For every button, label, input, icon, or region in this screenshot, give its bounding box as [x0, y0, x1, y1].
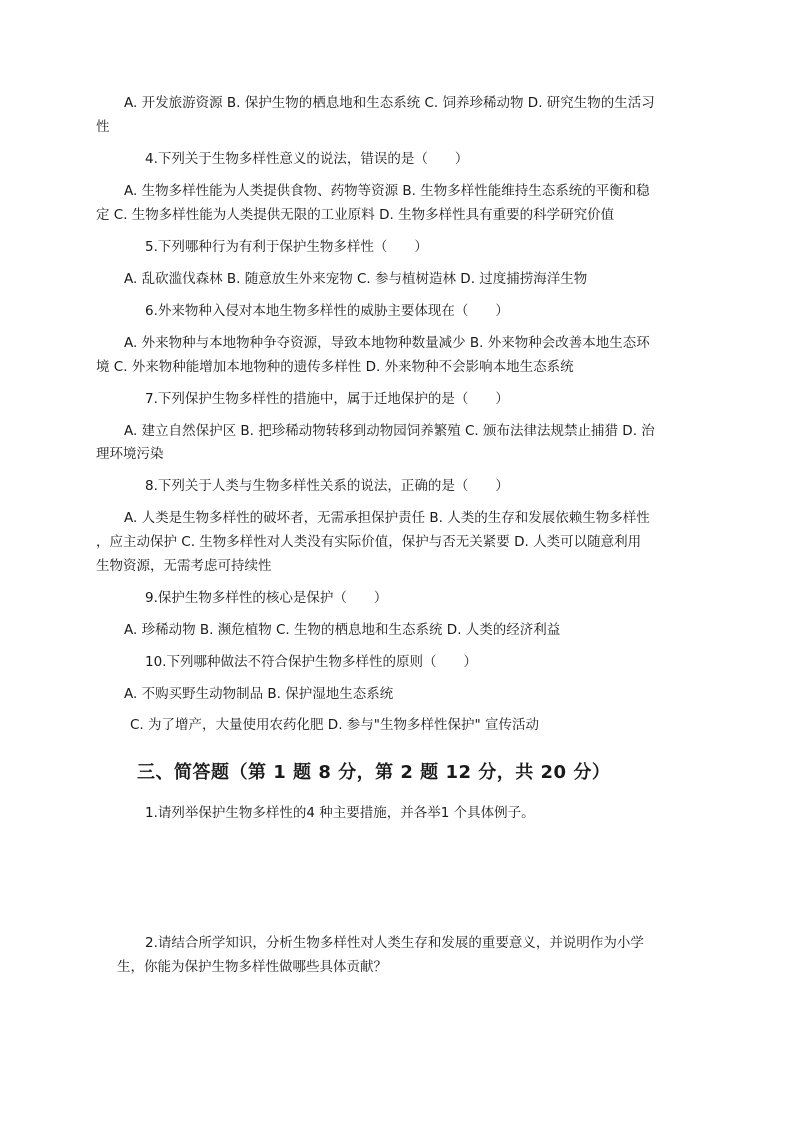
q5-stem: 5.下列哪种行为有利于保护生物多样性（ ）: [145, 239, 428, 255]
q8-options-line2: ，应主动保护 C. 生物多样性对人类没有实际价值，保护与否无关紧要 D. 人类可以随意利用: [96, 534, 642, 550]
q6-stem: 6.外来物种入侵对本地生物多样性的威胁主要体现在（ ）: [145, 303, 509, 319]
short-answer-q2-line1: 2.请结合所学知识，分析生物多样性对人类生存和发展的重要意义，并说明作为小学: [145, 935, 644, 951]
short-answer-q1: 1.请列举保护生物多样性的4 种主要措施，并各举1 个具体例子。: [145, 805, 535, 821]
q6-options-line2: 境 C. 外来物种能增加本地物种的遗传多样性 D. 外来物种不会影响本地生态系统: [96, 359, 574, 375]
q4-options-line1: A. 生物多样性能为人类提供食物、药物等资源 B. 生物多样性能维持生态系统的平衡和稳: [124, 183, 650, 199]
q8-stem: 8.下列关于人类与生物多样性关系的说法，正确的是（ ）: [145, 478, 509, 494]
q6-options-line1: A. 外来物种与本地物种争夺资源，导致本地物种数量减少 B. 外来物种会改善本地生态环: [124, 335, 650, 351]
q5-options-line1: A. 乱砍滥伐森林 B. 随意放生外来宠物 C. 参与植树造林 D. 过度捕捞海洋生物: [124, 271, 588, 287]
short-answer-q2-line2: 生，你能为保护生物多样性做哪些具体贡献？: [117, 959, 387, 975]
q3-options-line1: A. 开发旅游资源 B. 保护生物的栖息地和生态系统 C. 饲养珍稀动物 D. 研究生物的生活习: [124, 95, 655, 111]
q7-options-line1: A. 建立自然保护区 B. 把珍稀动物转移到动物园饲养繁殖 C. 颁布法律法规禁止捕猎 D. 治: [124, 423, 655, 439]
q4-stem: 4.下列关于生物多样性意义的说法，错误的是（ ）: [145, 151, 469, 167]
q4-options-line2: 定 C. 生物多样性能为人类提供无限的工业原料 D. 生物多样性具有重要的科学研究价值: [96, 207, 615, 223]
q10-options-line1: A. 不购买野生动物制品 B. 保护湿地生态系统: [124, 686, 394, 702]
q10-stem: 10.下列哪种做法不符合保护生物多样性的原则（ ）: [145, 654, 477, 670]
q8-options-line1: A. 人类是生物多样性的破坏者，无需承担保护责任 B. 人类的生存和发展依赖生物多样性: [124, 510, 650, 526]
q8-options-line3: 生物资源，无需考虑可持续性: [96, 558, 272, 574]
q9-stem: 9.保护生物多样性的核心是保护（ ）: [145, 590, 388, 606]
q3-options-line2: 性: [96, 119, 110, 135]
section-3-heading: 三、简答题（第 1 题 8 分，第 2 题 12 分，共 20 分）: [137, 762, 611, 783]
q7-options-line2: 理环境污染: [96, 446, 164, 462]
q9-options-line1: A. 珍稀动物 B. 濒危植物 C. 生物的栖息地和生态系统 D. 人类的经济利益: [124, 622, 561, 638]
q7-stem: 7.下列保护生物多样性的措施中，属于迁地保护的是（ ）: [145, 391, 509, 407]
q10-options-line2: C. 为了增产，大量使用农药化肥 D. 参与"生物多样性保护" 宣传活动: [130, 717, 539, 733]
